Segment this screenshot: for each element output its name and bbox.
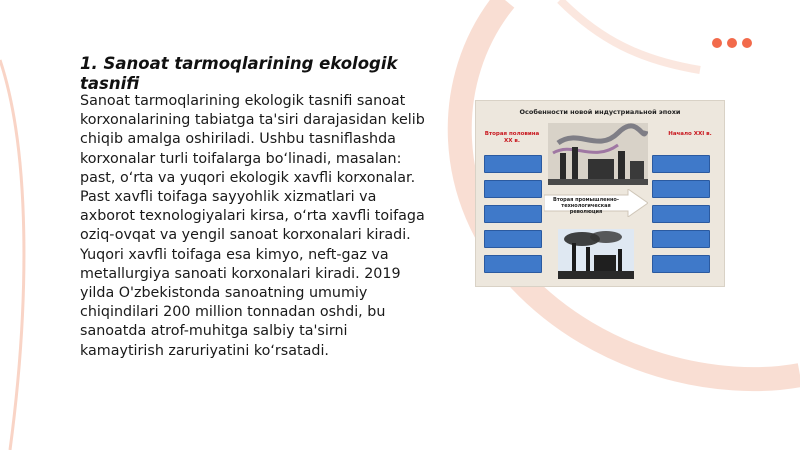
factory-illustration <box>548 123 648 185</box>
figure-right-box <box>652 255 710 273</box>
figure-left-box <box>484 255 542 273</box>
figure-title: Особенности новой индустриальной эпохи <box>519 108 681 116</box>
figure-left-box <box>484 180 542 198</box>
figure-left-box <box>484 230 542 248</box>
figure-left-box <box>484 205 542 223</box>
figure-right-heading: Начало XXI в. <box>668 131 712 137</box>
figure-left-heading: Вторая половина XX в. <box>484 131 540 144</box>
arrow-label: Вторая промышленно-технологическая революция <box>553 197 619 215</box>
factory-silhouette-illustration <box>558 229 634 279</box>
industrial-era-figure <box>475 100 725 287</box>
figure-right-box <box>652 180 710 198</box>
figure-left-box <box>484 155 542 173</box>
decorative-dots <box>712 38 752 48</box>
dot-icon <box>712 38 722 48</box>
dot-icon <box>742 38 752 48</box>
figure-right-box <box>652 155 710 173</box>
dot-icon <box>727 38 737 48</box>
slide-title: 1. Sanoat tarmoqlarining ekologik tasnifi <box>80 54 398 93</box>
figure-right-box <box>652 205 710 223</box>
figure-right-box <box>652 230 710 248</box>
slide-body-text: Sanoat tarmoqlarining ekologik tasnifi sanoat korxonalarining tabiatga ta'siri darajasidan kelib chiqib amalga oshiriladi. Ushbu tasniflashda korxonalar turli toifalarga boʻlinadi, masalan: past, oʻrta va yuqori ekologik xavfli korxonalar. Past xavfli toifaga sayyohlik xizmatlari va axborot texnologiyalari kirsa, oʻrta xavfli toifaga oziq-ovqat va yengil sanoat korxonalari kiradi. Yuqori xavfli toifaga esa kimyo, neft-gaz va metallurgiya sanoati korxonalari kiradi. 2019 yilda O'zbekistonda sanoatning umumiy chiqindilari 200 million tonnadan oshdi, bu sanoatda atrof-muhitga salbiy ta'sirni kamaytirish zaruriyatini koʻrsatadi. <box>80 93 425 359</box>
